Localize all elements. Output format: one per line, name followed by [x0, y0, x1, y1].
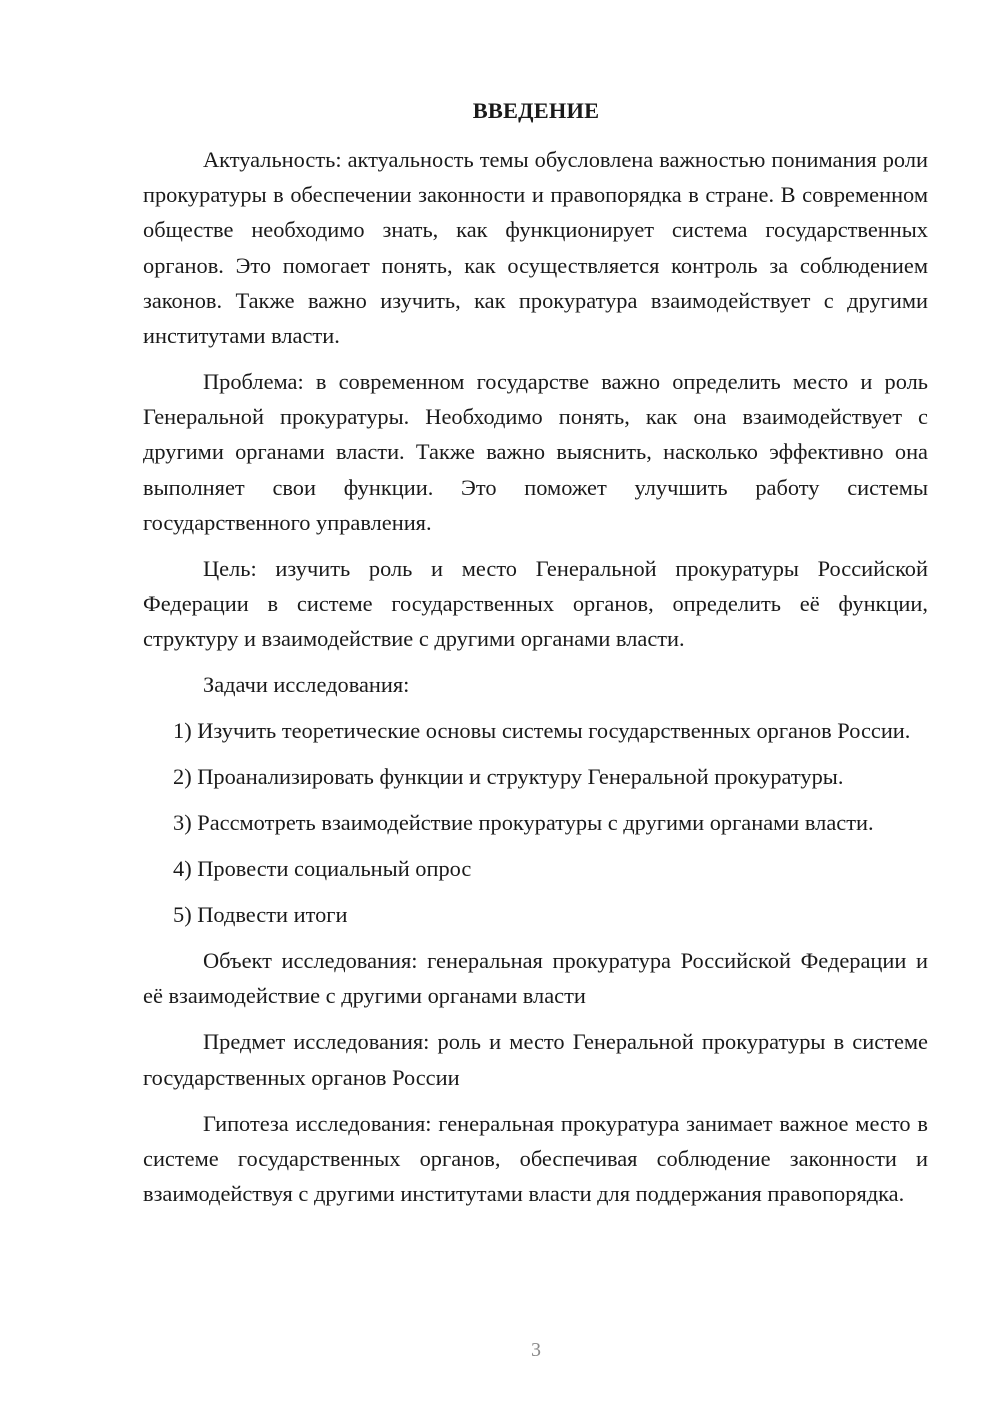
paragraph-object: Объект исследования: генеральная прокуратура Российской Федерации и её взаимодействие с другими органами власти	[143, 948, 928, 1009]
page-title: ВВЕДЕНИЕ	[472, 98, 600, 123]
paragraph-problem: Проблема: в современном государстве важно определить место и роль Генеральной прокуратуры. Необходимо понять, как она взаимодействует с другими органами власти. Также важно выяснить, насколько эффективно она выполняет свои функции. Это поможет улучшить работу системы государственного управления.	[143, 369, 928, 535]
paragraph-relevance: Актуальность: актуальность темы обусловлена важностью понимания роли прокуратуры в обеспечении законности и правопорядка в стране. В современном обществе необходимо знать, как функционирует система государственных органов. Это помогает понять, как осуществляется контроль за соблюдением законов. Также важно изучить, как прокуратура взаимодействует с другими институтами власти.	[143, 147, 928, 349]
paragraph-subject: Предмет исследования: роль и место Генеральной прокуратуры в системе государственных органов России	[143, 1029, 928, 1090]
paragraph-tasks-heading: Задачи исследования:	[203, 672, 410, 698]
document-body	[143, 142, 928, 1222]
paragraph-hypothesis: Гипотеза исследования: генеральная прокуратура занимает важное место в системе государственных органов, обеспечивая соблюдение законности и взаимодействуя с другими институтами власти для поддержания правопорядка.	[143, 1110, 928, 1207]
list-item: 5) Подвести итоги	[173, 902, 348, 928]
list-item: 4) Провести социальный опрос	[173, 856, 472, 882]
list-item: 1) Изучить теоретические основы системы государственных органов России.	[173, 718, 911, 744]
paragraph-goal: Цель: изучить роль и место Генеральной прокуратуры Российской Федерации в системе государственных органов, определить её функции, структуру и взаимодействие с другими органами власти.	[143, 555, 928, 652]
list-item: 3) Рассмотреть взаимодействие прокуратуры с другими органами власти.	[173, 810, 874, 836]
list-item: 2) Проанализировать функции и структуру Генеральной прокуратуры.	[173, 764, 844, 790]
page-number: 3	[531, 1339, 541, 1361]
